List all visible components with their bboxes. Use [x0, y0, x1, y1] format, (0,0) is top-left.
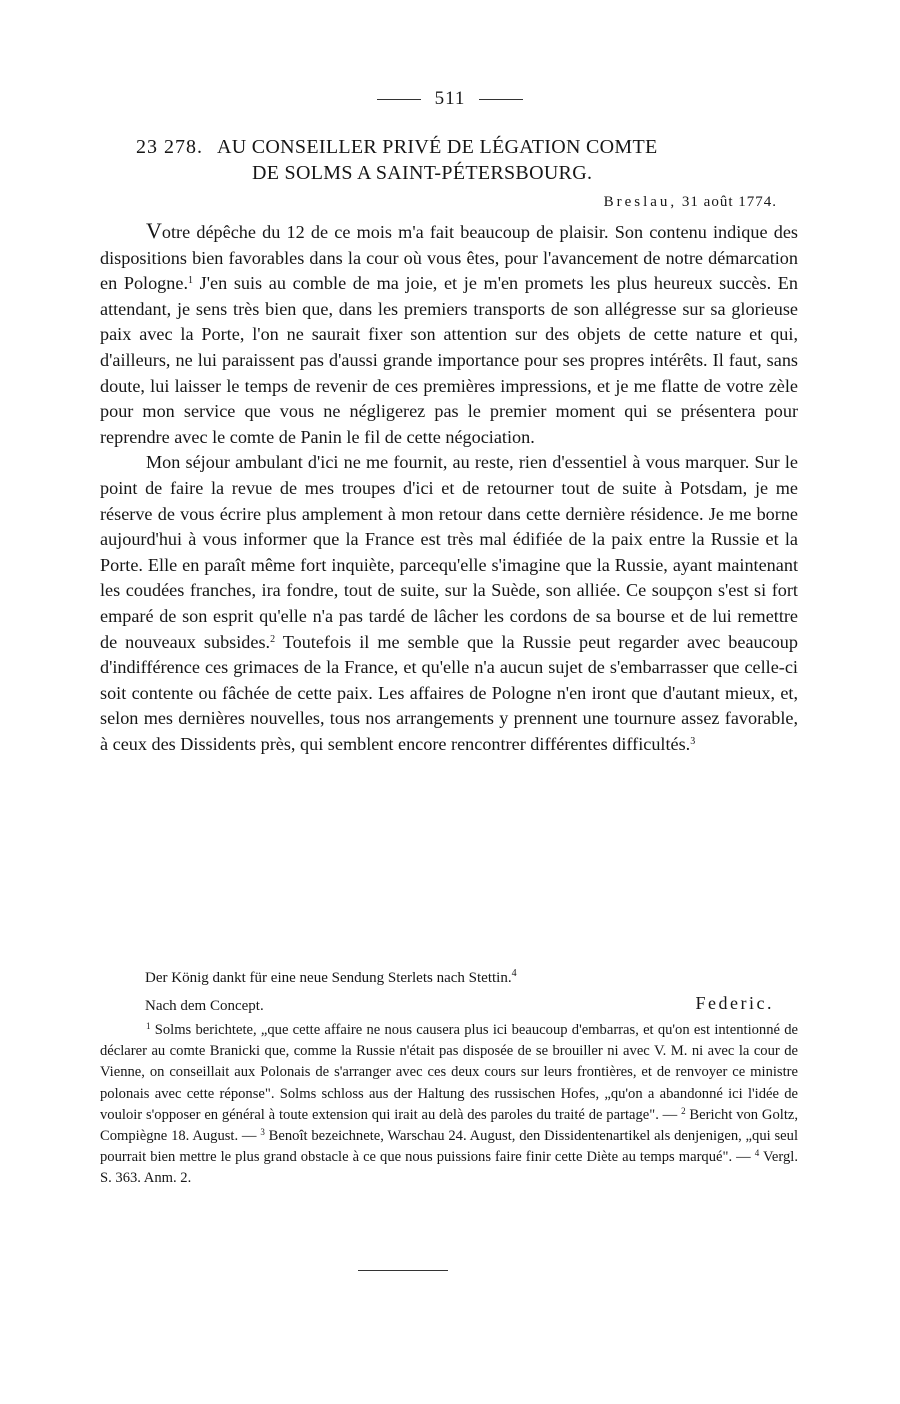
- paragraph-1-text-a: otre dépêche du 12 de ce mois m'a fait beaucoup de plaisir. Son contenu indique des dispositions bien favorables dans la cour où vous êtes, pour l'avancement de notre démarcation en Pologne.: [100, 222, 798, 294]
- head-rule-right: [479, 99, 523, 100]
- footnote-mark-4: 4: [754, 1148, 760, 1159]
- dateline-date: 31 août 1774.: [681, 194, 777, 210]
- letter-body: [100, 218, 798, 757]
- letter-number: 23 278.: [136, 136, 203, 158]
- footnote-mark-2: 2: [681, 1105, 686, 1116]
- footnote-1: Solms berichtete, „que cette affaire ne nous causera plus ici beaucoup d'embarras, et qu'on est intentionné de déclarer au comte Branicki que, comme la Russie n'était pas disposée de se brouiller ni avec V. M. ni avec la cour de Vienne, on conseillait aux Polonais de s'arranger avec ces deux cours sur leurs frontières, et de renvoyer ce ministre polonais avec cette réponse". Solms schloss aus der Haltung des russischen Hofes, „qu'on a abandonné ici l'idée de vouloir s'opposer en général à toute extension qui irait au delà des paroles du traité de partage". —: [100, 1022, 798, 1123]
- heading-title-line-2: DE SOLMS A SAINT-PÉTERSBOURG.: [252, 162, 593, 184]
- footnote-ref-2: 2: [270, 633, 276, 645]
- paragraph-1: [100, 218, 798, 450]
- footnote-2: Bericht von Goltz, Compiègne 18. August. —: [100, 1106, 798, 1145]
- editorial-note-text: Der König dankt für eine neue Sendung Sterlets nach Stettin.: [145, 970, 512, 986]
- footnote-mark-1: 1: [146, 1021, 151, 1031]
- head-rule-left: [377, 99, 421, 100]
- footnote-3: Benoît bezeichnete, Warschau 24. August, den Dissidentenartikel als denjenigen, „qui seul pourrait bien mettre le plus grand obstacle à ce que nous puissions faire finir cette Diète au temps marqué". —: [100, 1128, 798, 1166]
- heading-title-line-1: AU CONSEILLER PRIVÉ DE LÉGATION COMTE: [217, 136, 658, 158]
- paragraph-2: [100, 450, 798, 757]
- page-number: 511: [434, 88, 466, 109]
- footnote-ref-4: 4: [511, 968, 517, 979]
- source-note: Nach dem Concept.: [145, 998, 264, 1014]
- footnote-4: Vergl. S. 363. Anm. 2.: [100, 1149, 798, 1187]
- end-rule: [358, 1270, 448, 1271]
- dateline: [604, 194, 777, 211]
- footnote-ref-3: 3: [690, 735, 696, 747]
- paragraph-2-text-a: Mon séjour ambulant d'ici ne me fournit, au reste, rien d'essentiel à vous marquer. Sur le point de faire la revue de mes troupes d'ici et de retourner tout de suite à Potsdam, je me réserve de vous écrire plus amplement à mon retour dans cette dernière résidence. Je me borne aujourd'hui à vous informer que la France est très mal édifiée de la paix entre la Russie et la Porte. Elle en paraît même fort inquiète, parcequ'elle s'imagine que la Russie, ayant maintenant les coudées franches, ira fondre, tout de suite, sur la Suède, son alliée. Ce soupçon s'est si fort emparé de son esprit qu'elle n'a pas tardé de lâcher les cordons de sa bourse et de lui remettre de nouveaux subsides.: [100, 452, 798, 652]
- signature: Federic.: [695, 993, 774, 1013]
- footnotes: [100, 1020, 798, 1190]
- paragraph-1-text-b: J'en suis au comble de ma joie, et je m'en promets les plus heureux succès. En attendant, je sens très bien que, dans les premiers transports de son allégresse sur sa glorieuse paix avec la Porte, l'on ne saurait fixer son attention sur des objets de cette nature et qui, d'ailleurs, ne lui paraissent pas d'aussi grande importance pour ses propres intérêts. Il faut, sans doute, lui laisser le temps de revenir de ces premières impressions, et je me flatte de votre zèle pour mon service que vous ne négligerez pas le premier moment qui se présentera pour reprendre avec le comte de Panin le fil de cette négociation.: [100, 273, 798, 447]
- editorial-note: [145, 968, 517, 988]
- paragraph-2-text-b: Toutefois il me semble que la Russie peut regarder avec beaucoup d'indifférence ces grimaces de la France, et qu'elle n'a aucun sujet de s'embarrasser que celle-ci soit contente ou fâchée de cette paix. Les affaires de Pologne n'en iront que d'autant mieux, et, selon mes dernières nouvelles, tous nos arrangements y prennent une tournure assez favorable, à ceux des Dissidents près, qui semblent encore rencontrer différentes difficultés.: [100, 631, 798, 754]
- dateline-place: Breslau,: [603, 194, 678, 210]
- heading-line-1: [136, 134, 816, 160]
- letter-heading: [136, 134, 816, 186]
- initial-letter: V: [146, 218, 162, 243]
- footnote-mark-3: 3: [260, 1127, 265, 1138]
- running-head: [0, 88, 900, 110]
- footnote-ref-1: 1: [188, 275, 193, 287]
